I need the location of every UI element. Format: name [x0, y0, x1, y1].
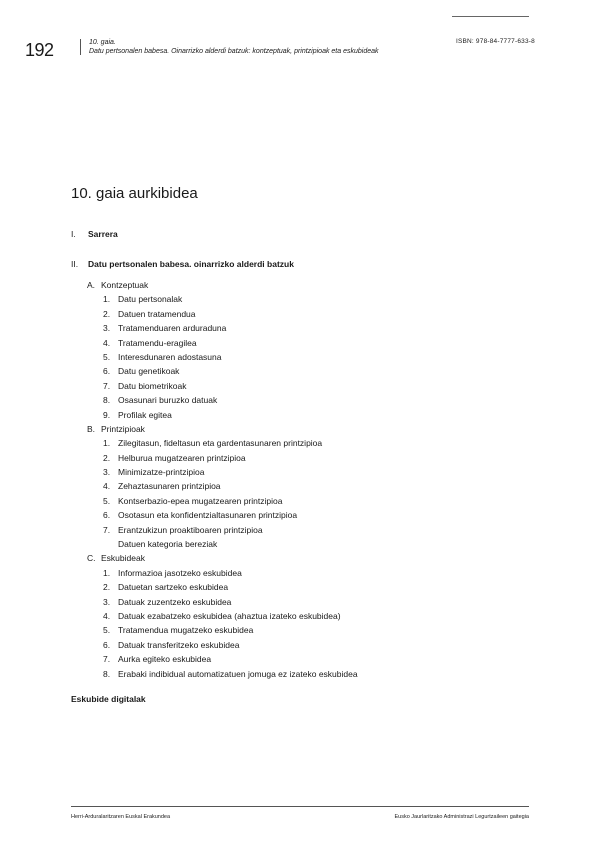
list-item-text: Datu genetikoak	[118, 366, 180, 377]
list-item-text: Printzipioak	[101, 423, 145, 434]
list-item-number: 4.	[103, 337, 111, 348]
list-item-text: Tratamenduaren arduraduna	[118, 323, 227, 334]
running-header	[25, 38, 535, 60]
list-item-number: 1.	[103, 294, 111, 305]
list-item-number: 5.	[103, 495, 111, 506]
final-section-heading: Eskubide digitalak	[71, 694, 146, 704]
isbn-underline	[452, 16, 529, 17]
list-item	[87, 336, 527, 350]
list-item	[87, 623, 527, 637]
list-item	[87, 609, 527, 623]
section-number: II.	[71, 259, 79, 269]
list-item-number: 3.	[103, 596, 111, 607]
chapter-number: 10. gaia.	[89, 39, 116, 46]
list-item-text: Datuak ezabatzeko eskubidea (ahaztua izateko eskubidea)	[118, 610, 341, 621]
list-item	[87, 451, 527, 465]
list-item-text: Zilegitasun, fideltasun eta gardentasunaren printzipioa	[118, 438, 323, 449]
list-item-text: Minimizatze-printzipioa	[118, 467, 205, 478]
list-item	[87, 580, 527, 594]
isbn: ISBN: 978-84-7777-633-8	[455, 38, 535, 45]
list-item-text: Erabaki indibidual automatizatuen jomuga ez izateko eskubidea	[118, 668, 358, 679]
list-item-number: 6.	[103, 366, 111, 377]
list-item	[87, 551, 527, 565]
list-item-number: 3.	[103, 323, 111, 334]
list-item-text: Osasunari buruzko datuak	[118, 395, 218, 406]
list-item	[87, 422, 527, 436]
list-item-text: Datu pertsonalak	[118, 294, 183, 305]
list-item	[87, 350, 527, 364]
list-item-number: 7.	[103, 380, 111, 391]
list-item	[87, 436, 527, 450]
list-item	[87, 379, 527, 393]
list-item	[87, 393, 527, 407]
list-item-text: Eskubideak	[101, 553, 145, 564]
list-item-text: Tratamendu-eragilea	[118, 337, 197, 348]
list-item-number: 9.	[103, 409, 111, 420]
list-item-number: 4.	[103, 481, 111, 492]
list-item-number: 2.	[103, 582, 111, 593]
chapter-title: Datu pertsonalen babesa. Oinarrizko alderdi batzuk: kontzeptuak, printzipioak eta eskubideak	[89, 48, 379, 55]
footer-series: Eusko Jaurlaritzako Administrazi Legurtzaileen gaitegia	[394, 814, 529, 820]
list-item	[87, 465, 527, 479]
list-item	[87, 364, 527, 378]
list-item-text: Datuen kategoria bereziak	[118, 539, 218, 550]
list-item-text: Informazioa jasotzeko eskubidea	[118, 567, 242, 578]
list-item-text: Aurka egiteko eskubidea	[118, 654, 212, 665]
list-item-number: 2.	[103, 452, 111, 463]
list-item-number: A.	[87, 280, 96, 290]
list-item	[87, 278, 527, 292]
list-item-text: Interesdunaren adostasuna	[118, 351, 222, 362]
list-item-number: 5.	[103, 625, 111, 636]
list-item-text: Datuetan sartzeko eskubidea	[118, 582, 229, 593]
list-item	[87, 494, 527, 508]
footer-divider	[71, 806, 529, 807]
list-item-text: Helburua mugatzearen printzipioa	[118, 452, 246, 463]
list-item-text: Osotasun eta konfidentzialtasunaren printzipioa	[118, 510, 298, 521]
list-item-number: 7.	[103, 524, 111, 535]
list-item-text: Tratamendua mugatzeko eskubidea	[118, 625, 254, 636]
list-item-text: Kontserbazio-epea mugatzearen printzipioa	[118, 495, 283, 506]
header-divider	[80, 39, 81, 55]
list-item	[87, 321, 527, 335]
list-item-text: Datuak transferitzeko eskubidea	[118, 639, 240, 650]
page-title: 10. gaia aurkibidea	[71, 185, 198, 202]
list-item-number: 8.	[103, 668, 111, 679]
list-item	[87, 595, 527, 609]
list-item-number: 3.	[103, 467, 111, 478]
list-item-text: Profilak egitea	[118, 409, 172, 420]
list-item	[87, 667, 527, 681]
list-item-text: Datuak zuzentzeko eskubidea	[118, 596, 232, 607]
list-item-number: 7.	[103, 654, 111, 665]
section-number: I.	[71, 229, 76, 239]
section-title: Sarrera	[88, 229, 118, 239]
list-item-text: Zehaztasunaren printzipioa	[118, 481, 221, 492]
list-item-number: 1.	[103, 567, 111, 578]
list-item	[87, 307, 527, 321]
list-item-text: Datu biometrikoak	[118, 380, 187, 391]
list-item-number: 4.	[103, 610, 111, 621]
list-item-text: Kontzeptuak	[101, 280, 149, 290]
list-item-text: Erantzukizun proaktiboaren printzipioa	[118, 524, 263, 535]
section-title: Datu pertsonalen babesa. oinarrizko alderdi batzuk	[88, 259, 294, 269]
list-item	[87, 408, 527, 422]
list-item-number: 6.	[103, 639, 111, 650]
list-item-number: 5.	[103, 351, 111, 362]
list-item-number: 8.	[103, 395, 111, 406]
list-item-number: 2.	[103, 308, 111, 319]
list-item	[87, 523, 527, 537]
table-of-contents	[87, 278, 527, 681]
list-item-text: Datuen tratamendua	[118, 308, 196, 319]
footer-publisher: Herri-Arduralaritzaren Euskal Erakundea	[71, 814, 171, 820]
list-item	[87, 566, 527, 580]
list-item	[87, 537, 527, 551]
list-item	[87, 638, 527, 652]
list-item	[87, 508, 527, 522]
list-item-number: C.	[87, 553, 96, 564]
list-item	[87, 292, 527, 306]
list-item-number: 1.	[103, 438, 111, 449]
list-item	[87, 479, 527, 493]
chapter-reference	[89, 38, 379, 56]
page-number: 192	[25, 40, 54, 60]
list-item-number: 6.	[103, 510, 111, 521]
list-item	[87, 652, 527, 666]
list-item-number: B.	[87, 423, 96, 434]
